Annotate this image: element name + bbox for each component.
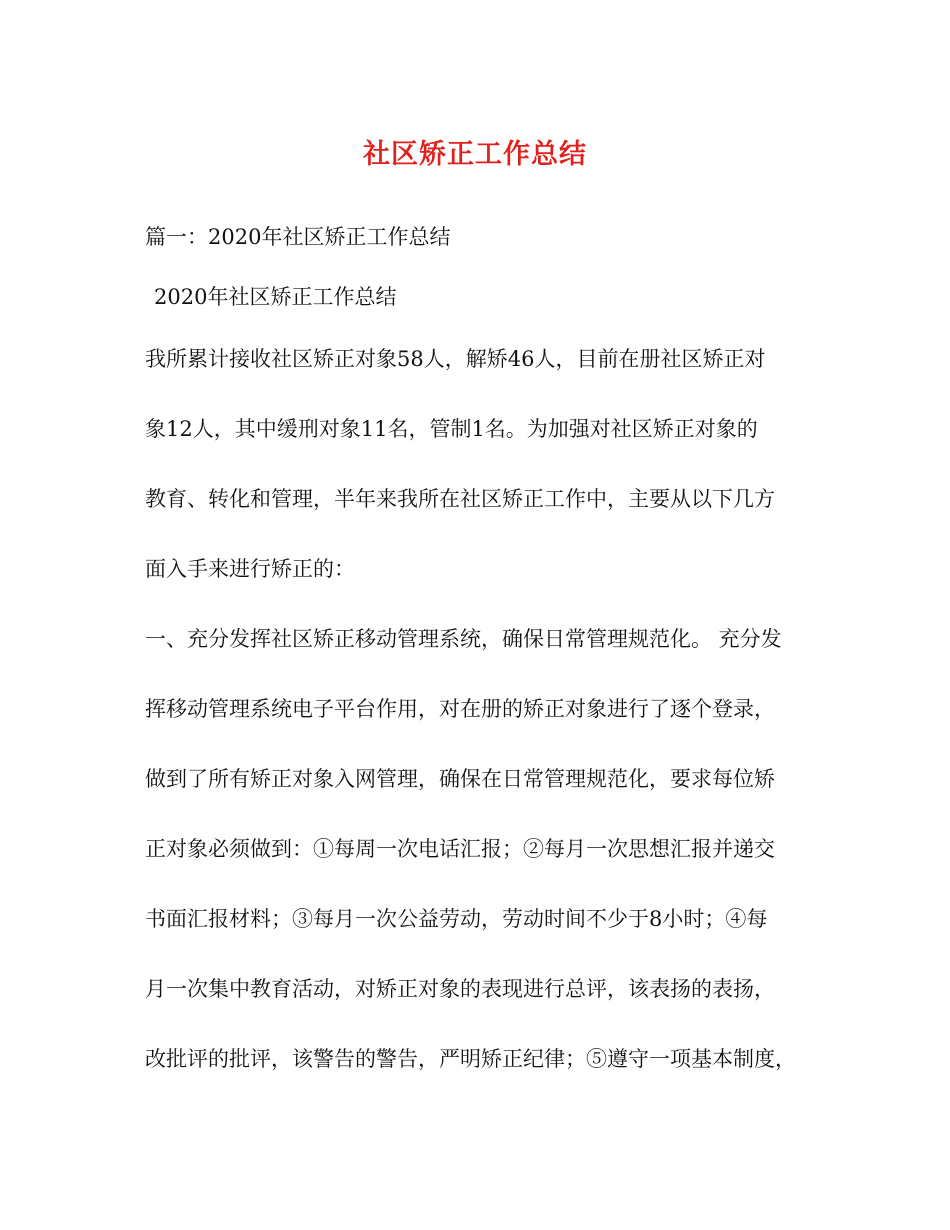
paragraph-line: 挥移动管理系统电子平台作用，对在册的矫正对象进行了逐个登录，: [145, 697, 775, 721]
paragraph-line: 做到了所有矫正对象入网管理，确保在日常管理规范化，要求每位矫: [145, 767, 775, 791]
paragraph-line: 月一次集中教育活动，对矫正对象的表现进行总评，该表扬的表扬，: [145, 977, 775, 1001]
paragraph-line: 改批评的批评，该警告的警告，严明矫正纪律；⑤遵守一项基本制度，: [145, 1047, 796, 1071]
paragraph-line: 面入手来进行矫正的：: [145, 557, 355, 581]
section-heading: 篇一：2020年社区矫正工作总结: [145, 225, 451, 249]
document-subtitle: 2020年社区矫正工作总结: [154, 285, 397, 309]
paragraph-line: 象12人，其中缓刑对象11名，管制1名。为加强对社区矫正对象的: [145, 417, 758, 441]
paragraph-line: 我所累计接收社区矫正对象58人，解矫46人，目前在册社区矫正对: [145, 347, 766, 371]
document-title: 社区矫正工作总结: [363, 139, 587, 170]
paragraph-line: 一、充分发挥社区矫正移动管理系统，确保日常管理规范化。 充分发: [145, 627, 782, 651]
paragraph-line: 教育、转化和管理，半年来我所在社区矫正工作中，主要从以下几方: [145, 487, 775, 511]
paragraph-line: 正对象必须做到：①每周一次电话汇报；②每月一次思想汇报并递交: [145, 837, 775, 861]
paragraph-line: 书面汇报材料；③每月一次公益劳动，劳动时间不少于8小时；④每: [145, 907, 768, 931]
